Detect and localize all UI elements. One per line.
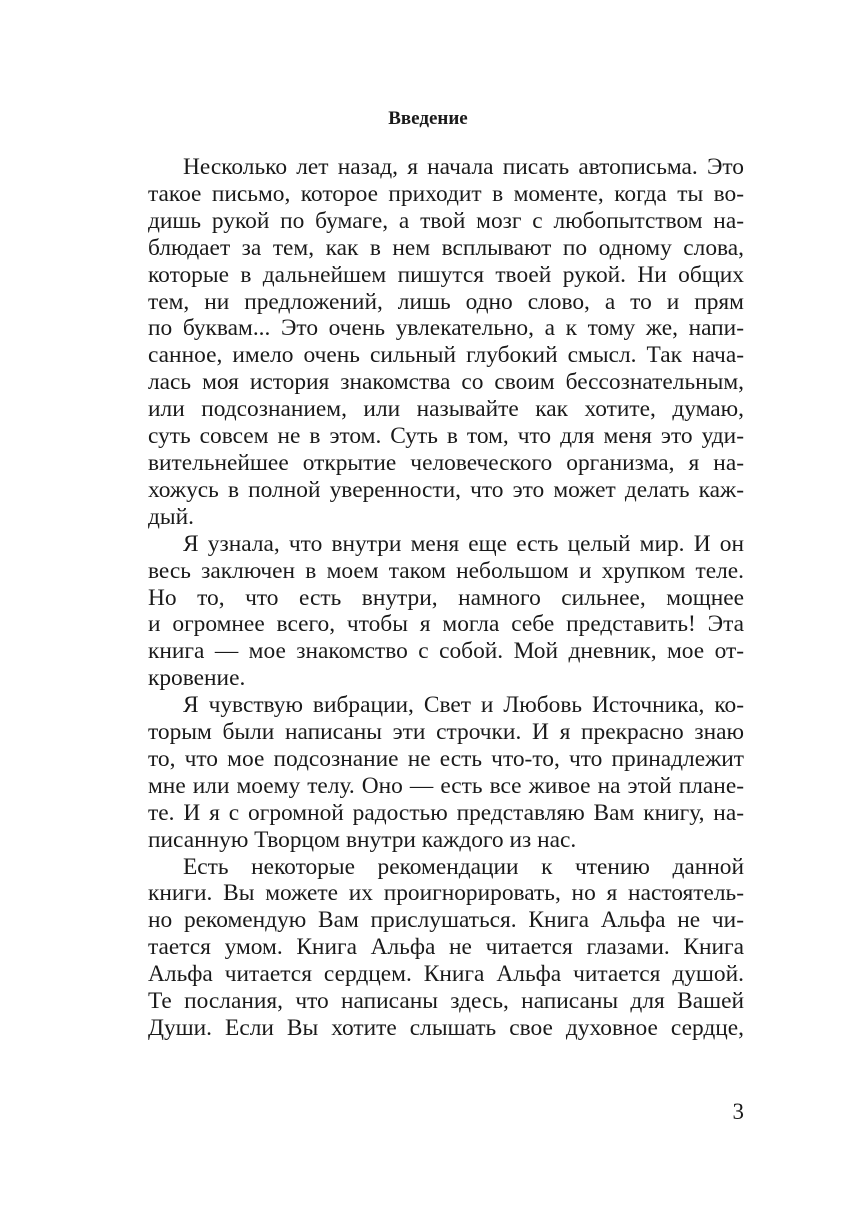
paragraph [148, 531, 744, 692]
text-line: Есть некоторые рекомендации к чтению данной [183, 853, 744, 880]
text-line: тается умом. Книга Альфа не читается глазами. Книга [148, 934, 744, 961]
text-line: по буквам... Это очень увлекательно, а к тому же, напи- [148, 315, 744, 342]
text-line: книга — мое знакомство с собой. Мой дневник, мое от- [148, 638, 744, 665]
text-line: книги. Вы можете их проигнорировать, но я настоятель- [148, 880, 744, 907]
text-line: Но то, что есть внутри, намного сильнее, мощнее [148, 584, 744, 611]
text-line: блюдает за тем, как в нем всплывают по одному слова, [148, 234, 744, 261]
text-line: кровение. [148, 665, 246, 692]
text-line: дый. [148, 503, 194, 530]
text-line: Несколько лет назад, я начала писать автописьма. Это [183, 154, 744, 180]
text-line: санное, имело очень сильный глубокий смысл. Так нача- [148, 342, 744, 369]
text-line: вительнейшее открытие человеческого организма, я на- [148, 449, 744, 476]
text-line: такое письмо, которое приходит в моменте, когда ты во- [148, 180, 744, 207]
text-line: и огромнее всего, чтобы я могла себе представить! Эта [148, 611, 744, 638]
text-line: Я чувствую вибрации, Свет и Любовь Источника, ко- [183, 692, 744, 719]
text-line: Души. Если Вы хотите слышать свое духовное сердце, [148, 1015, 744, 1041]
text-line: суть совсем не в этом. Суть в том, что для меня это уди- [148, 423, 744, 450]
text-line: писанную Творцом внутри каждого из нас. [148, 826, 577, 853]
paragraph [148, 154, 744, 531]
text-line: или подсознанием, или называйте как хотите, думаю, [148, 396, 744, 423]
page-number: 3 [732, 1099, 744, 1124]
text-line: Я узнала, что внутри меня еще есть целый мир. И он [183, 530, 744, 557]
page-title: Введение [388, 108, 468, 129]
paragraph [148, 692, 744, 853]
text-line: мне или моему телу. Оно — есть все живое на этой плане- [148, 772, 744, 799]
text-line: но рекомендую Вам прислушаться. Книга Альфа не чи- [148, 907, 744, 934]
text-line: лась моя история знакомства со своим бессознательным, [148, 369, 744, 396]
text-line: весь заключен в моем таком небольшом и хрупком теле. [148, 557, 744, 584]
text-line: тем, ни предложений, лишь одно слово, а то и прям [148, 288, 744, 315]
text-line: дишь рукой по бумаге, а твой мозг с любопытством на- [148, 207, 744, 234]
text-line: которые в дальнейшем пишутся твоей рукой. Ни общих [148, 261, 744, 288]
text-line: хожусь в полной уверенности, что это может делать каж- [148, 476, 744, 503]
text-line: торым были написаны эти строчки. И я прекрасно знаю [148, 719, 744, 746]
body-text [148, 154, 744, 1042]
text-line: Альфа читается сердцем. Книга Альфа читается душой. [148, 961, 744, 988]
paragraph [148, 854, 744, 1042]
text-line: те. И я с огромной радостью представляю Вам книгу, на- [148, 799, 744, 826]
text-line: Те послания, что написаны здесь, написаны для Вашей [148, 988, 744, 1015]
text-line: то, что мое подсознание не есть что-то, что принадлежит [148, 745, 744, 772]
